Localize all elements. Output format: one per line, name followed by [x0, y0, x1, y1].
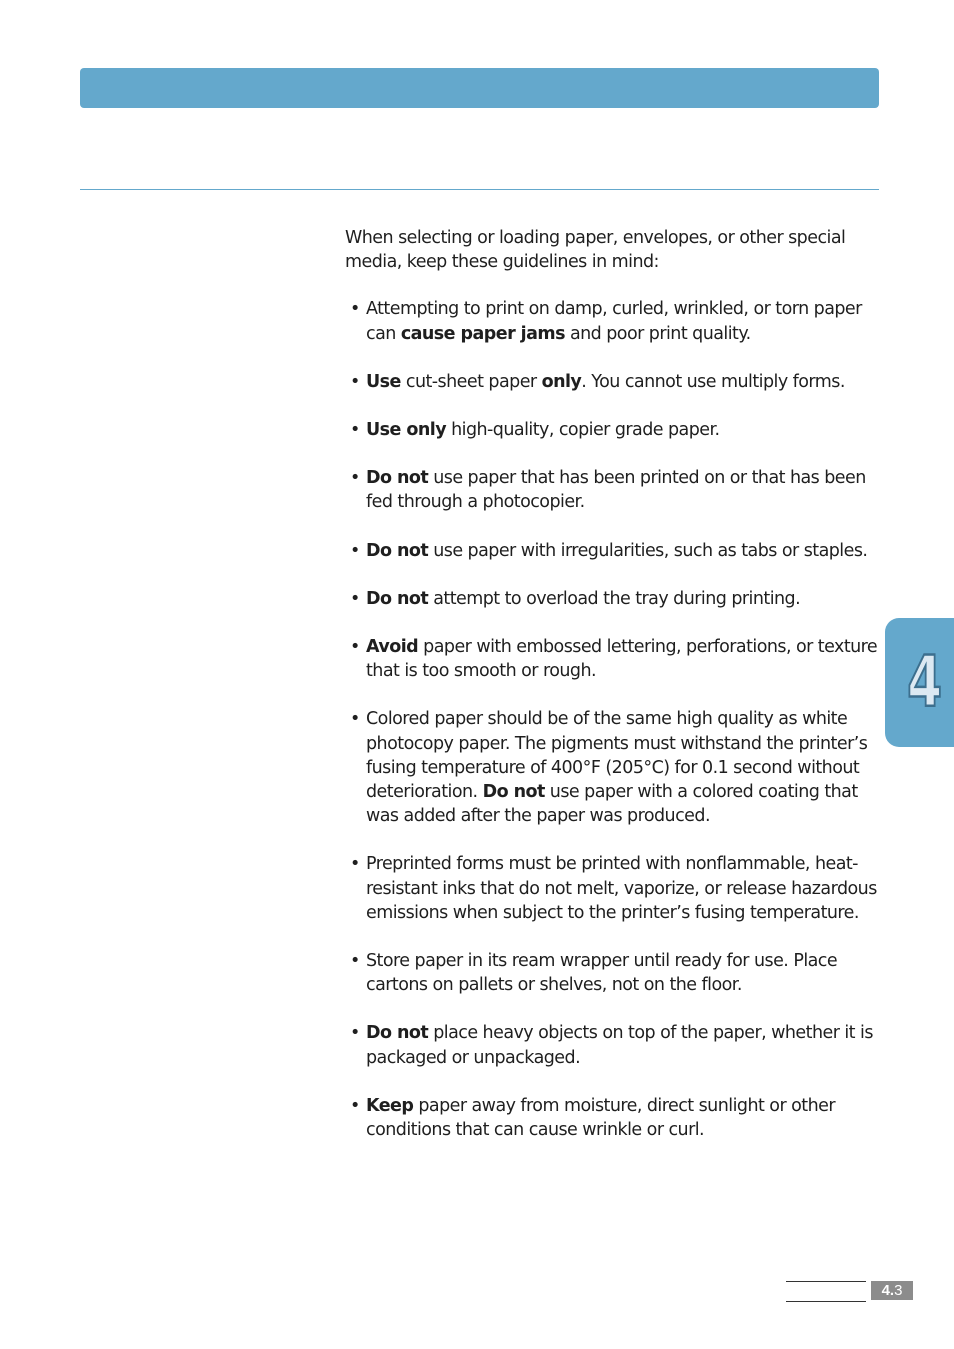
guideline-item [345, 418, 885, 442]
guidelines-section [345, 226, 885, 1166]
guideline-text: Attempting to print on damp, curled, wrinkled, or torn paper can [366, 299, 862, 344]
guideline-text: use paper with a colored coating that was added after the paper was produced. [366, 782, 858, 827]
guideline-text: Colored paper should be of the same high quality as white photocopy paper. The pigments must withstand the printer’s fusing temperature of 400°F (205°C) for 0.1 second without deterioration. [366, 709, 868, 803]
guidelines-list [345, 297, 885, 1142]
guideline-item [345, 297, 885, 345]
guideline-text: cut-sheet paper [400, 371, 542, 392]
guideline-emphasis: Do not [482, 782, 545, 803]
header-bar [80, 68, 879, 108]
bullet-icon: • [350, 588, 360, 609]
guideline-emphasis: Keep [366, 1095, 414, 1116]
guideline-item [345, 1094, 885, 1142]
header-rule [80, 189, 879, 190]
guideline-item [345, 707, 885, 828]
guideline-emphasis: Use [366, 371, 401, 392]
bullet-icon: • [350, 1023, 360, 1044]
bullet-icon: • [350, 371, 360, 392]
bullet-icon: • [350, 951, 360, 972]
guideline-text: attempt to overload the tray during printing. [428, 588, 801, 609]
chapter-tab [885, 618, 954, 747]
bullet-icon: • [350, 709, 360, 730]
guideline-emphasis: Do not [366, 468, 429, 489]
guideline-emphasis: only [541, 371, 582, 392]
bullet-icon: • [350, 1095, 360, 1116]
page-number-page: 3 [894, 1282, 903, 1299]
guideline-text: Store paper in its ream wrapper until ready for use. Place cartons on pallets or shelves, not on the floor. [366, 951, 838, 996]
bullet-icon: • [350, 540, 360, 561]
guideline-text: use paper with irregularities, such as tabs or staples. [428, 540, 868, 561]
guideline-text: and poor print quality. [564, 323, 751, 344]
guideline-emphasis: Do not [366, 588, 429, 609]
guideline-emphasis: Do not [366, 540, 429, 561]
guideline-emphasis: Use only [366, 420, 447, 441]
guideline-item [345, 635, 885, 683]
guideline-item [345, 852, 885, 925]
guideline-item [345, 539, 885, 563]
bullet-icon: • [350, 299, 360, 320]
guideline-text: high-quality, copier grade paper. [446, 420, 720, 441]
page-number-chapter: 4. [881, 1282, 895, 1299]
guideline-item [345, 370, 885, 394]
guideline-text: Preprinted forms must be printed with nonflammable, heat-resistant inks that do not melt, vaporize, or release hazardous emissions when subject to the printer’s fusing temperature. [366, 854, 877, 923]
guideline-text: . You cannot use multiply forms. [581, 371, 845, 392]
guideline-item [345, 587, 885, 611]
bullet-icon: • [350, 420, 360, 441]
guideline-emphasis: Avoid [366, 637, 419, 658]
intro-text: When selecting or loading paper, envelopes, or other special media, keep these guidelines in mind: [345, 228, 846, 273]
guideline-text: place heavy objects on top of the paper, whether it is packaged or unpackaged. [366, 1023, 873, 1068]
chapter-number-graphic [903, 650, 947, 714]
guideline-text: use paper that has been printed on or that has been fed through a photocopier. [366, 468, 866, 513]
page-number [871, 1281, 913, 1300]
chapter-number: 4 [907, 650, 943, 714]
bullet-icon: • [350, 637, 360, 658]
guideline-emphasis: cause paper jams [400, 323, 565, 344]
guideline-item [345, 949, 885, 997]
guideline-text: paper with embossed lettering, perforations, or texture that is too smooth or rough. [366, 637, 878, 682]
guideline-item [345, 1021, 885, 1069]
guideline-text: paper away from moisture, direct sunlight or other conditions that can cause wrinkle or curl. [366, 1095, 835, 1141]
guideline-item [345, 466, 885, 514]
guideline-emphasis: Do not [366, 1023, 429, 1044]
bullet-icon: • [350, 854, 360, 875]
footer-rule [786, 1281, 866, 1302]
bullet-icon: • [350, 468, 360, 489]
